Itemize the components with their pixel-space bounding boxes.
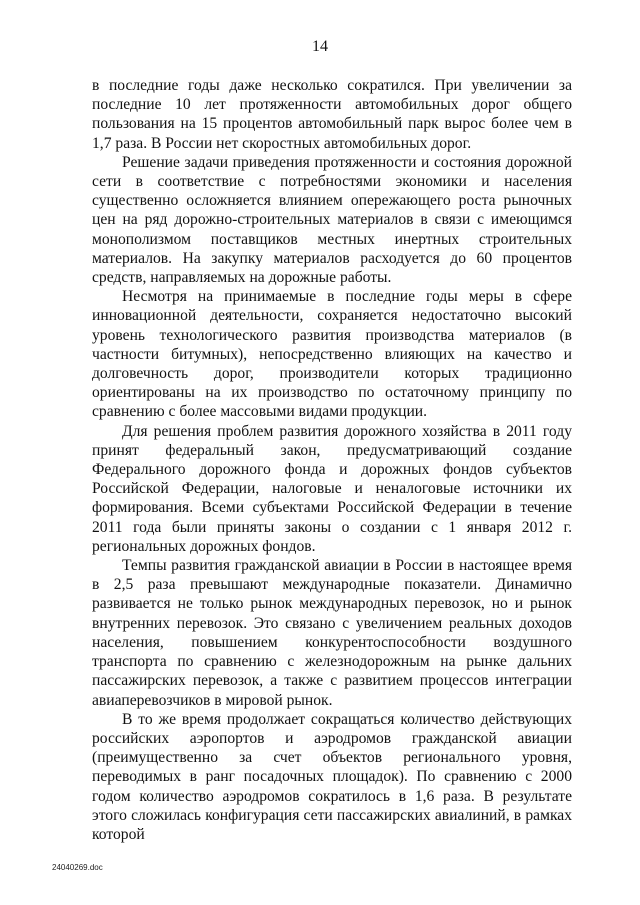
page-number: 14 [312,38,328,55]
paragraph: Для решения проблем развития дорожного хозяйства в 2011 году принят федеральный закон, предусматривающий создание Федерального дорожного фонда и дорожных фондов субъектов Российской Федерации, налоговые и неналоговые источники их формирования. Всеми субъектами Российской Федерации в течение 2011 года были приняты законы о создании с 1 января 2012 г. региональных дорожных фондов. [92,422,572,555]
footer-filename: 24040269.doc [52,863,103,872]
paragraph-continued: в последние годы даже несколько сократился. При увеличении за последние 10 лет протяженности автомобильных дорог общего пользования на 15 процентов автомобильный парк вырос более чем в 1,7 раза. В России нет скоростных автомобильных дорог. [92,77,572,152]
document-body [92,76,572,844]
paragraph: Темпы развития гражданской авиации в России в настоящее время в 2,5 раза превышают международные показатели. Динамично развивается не только рынок международных перевозок, но и рынок внутренних перевозок. Это связано с увеличением реальных доходов населения, повышением конкурентоспособности воздушного транспорта по сравнению с железнодорожным на рынке дальних пассажирских перевозок, а также с развитием процессов интеграции авиаперевозчиков в мировой рынок. [92,557,572,709]
paragraph: В то же время продолжает сокращаться количество действующих российских аэропортов и аэродромов гражданской авиации (преимущественно за счет объектов регионального уровня, переводимых в ранг посадочных площадок). По сравнению с 2000 годом количество аэродромов сократилось в 1,6 раза. В результате этого сложилась конфигурация сети пассажирских авиалиний, в рамках которой [92,710,572,843]
paragraph: Несмотря на принимаемые в последние годы меры в сфере инновационной деятельности, сохраняется недостаточно высокий уровень технологического развития производства материалов (в частности битумных), непосредственно влияющих на качество и долговечность дорог, производители которых традиционно ориентированы на их производство по остаточному принципу по сравнению с более массовыми видами продукции. [92,288,572,421]
paragraph: Решение задачи приведения протяженности и состояния дорожной сети в соответствие с потребностями экономики и населения существенно осложняется влиянием опережающего роста рыночных цен на ряд дорожно-строительных материалов в связи с имеющимся монополизмом поставщиков местных инертных строительных материалов. На закупку материалов расходуется до 60 процентов средств, направляемых на дорожные работы. [92,153,572,287]
